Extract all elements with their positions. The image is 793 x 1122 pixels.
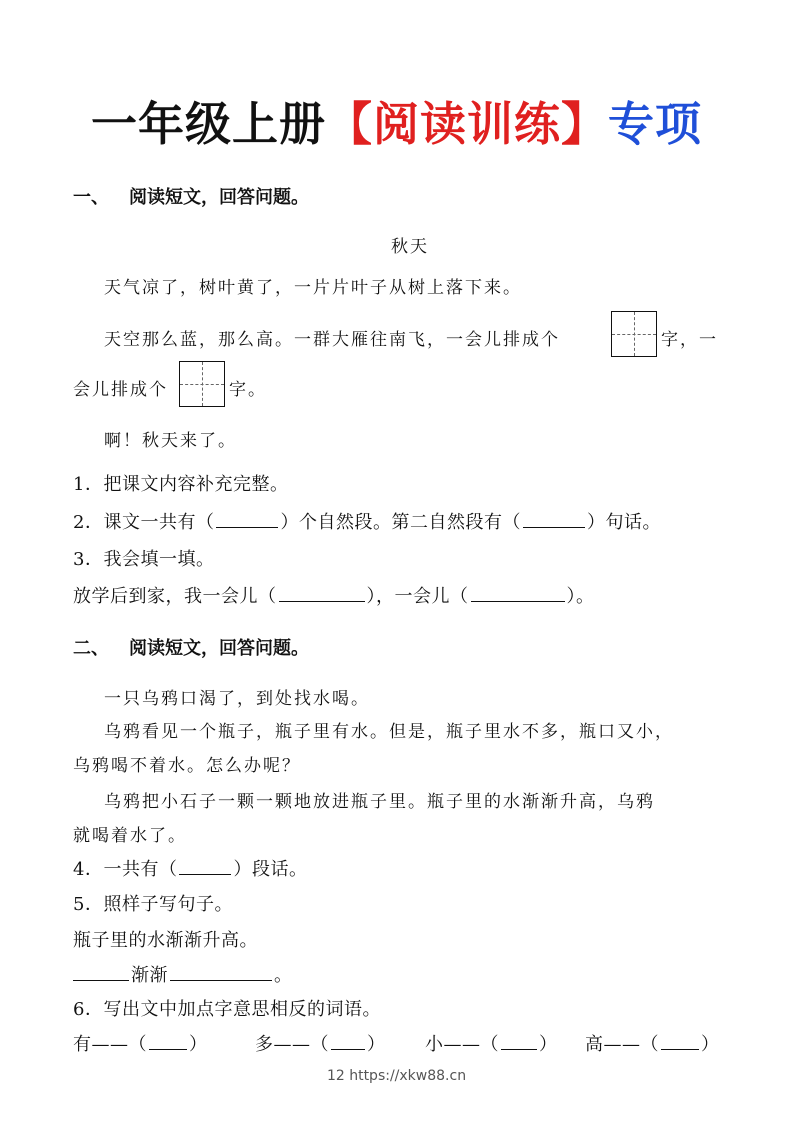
question-5-end: 。: [274, 965, 293, 986]
question-3: 3．我会填一填。: [73, 549, 215, 570]
question-6: 6．写出文中加点字意思相反的词语。: [73, 999, 381, 1020]
title-topic: 【阅读训练】: [326, 97, 608, 151]
page-footer: 12 https://xkw88.cn: [326, 1068, 467, 1084]
question-3-line-part-c: ）。: [566, 586, 595, 607]
title-grade: 一年级上册: [91, 97, 326, 151]
antonym-close: ）: [189, 1034, 208, 1055]
answer-blank-antonym-4[interactable]: [661, 1033, 699, 1050]
question-4-part-b: ）段话。: [233, 859, 308, 880]
story1-paragraph2-line2b: 字。: [229, 380, 267, 400]
antonym-word: 高——（: [585, 1034, 659, 1055]
story2-paragraph3-line1: 乌鸦把小石子一颗一颗地放进瓶子里。瓶子里的水渐渐升高，乌鸦: [104, 792, 655, 812]
question-3-line-part-a: 放学后到家，我一会儿（: [73, 586, 277, 607]
question-2-part-b: ）个自然段。第二自然段有（: [280, 512, 521, 533]
question-1: 1．把课文内容补充完整。: [73, 474, 289, 495]
answer-blank-paragraph-count[interactable]: [216, 511, 278, 528]
question-5-answer-line: [73, 961, 293, 987]
question-5: 5．照样子写句子。: [73, 894, 233, 915]
antonym-word: 多——（: [255, 1034, 329, 1055]
antonym-item-3: [425, 1030, 558, 1056]
answer-blank-paragraph-total[interactable]: [179, 858, 231, 875]
antonym-item-2: [255, 1030, 386, 1056]
story1-paragraph1: 天气凉了，树叶黄了，一片片叶子从树上落下来。: [104, 278, 522, 298]
antonym-item-4: [585, 1030, 720, 1056]
story1-paragraph2-line2a: 会儿排成个: [73, 380, 168, 400]
story2-paragraph1: 一只乌鸦口渴了，到处找水喝。: [104, 689, 370, 709]
antonym-item-1: [73, 1030, 208, 1056]
section2-instruction: 阅读短文，回答问题。: [129, 638, 309, 659]
answer-blank-activity-2[interactable]: [471, 585, 565, 602]
story2-paragraph2-line1: 乌鸦看见一个瓶子，瓶子里有水。但是，瓶子里水不多，瓶口又小，: [104, 722, 674, 742]
question-2: [73, 508, 661, 534]
section1-instruction: 阅读短文，回答问题。: [129, 187, 309, 208]
question-2-part-c: ）句话。: [586, 512, 661, 533]
title-special: 专项: [608, 97, 702, 151]
answer-blank-activity-1[interactable]: [279, 585, 365, 602]
antonym-close: ）: [367, 1034, 386, 1055]
answer-blank-sentence-count[interactable]: [523, 511, 585, 528]
story1-paragraph3: 啊！秋天来了。: [104, 431, 237, 451]
answer-blank-antonym-3[interactable]: [501, 1033, 537, 1050]
question-4-part-a: 4．一共有（: [73, 859, 178, 880]
story1-title: 秋天: [391, 237, 429, 257]
section2-number: 二、: [73, 638, 109, 659]
section1-heading: [73, 183, 309, 209]
section1-number: 一、: [73, 187, 109, 208]
antonym-close: ）: [539, 1034, 558, 1055]
question-3-line: [73, 582, 595, 608]
page-title: [0, 88, 793, 154]
story1-paragraph2-line1a: 天空那么蓝，那么高。一群大雁往南飞，一会儿排成个: [104, 330, 560, 350]
question-5-example: 瓶子里的水渐渐升高。: [73, 930, 258, 951]
antonym-close: ）: [701, 1034, 720, 1055]
antonym-word: 有——（: [73, 1034, 147, 1055]
writing-grid-box-2[interactable]: [179, 361, 225, 407]
question-3-line-part-b: ），一会儿（: [366, 586, 469, 607]
answer-blank-antonym-2[interactable]: [331, 1033, 365, 1050]
section2-heading: [73, 634, 309, 660]
question-4: [73, 855, 307, 881]
answer-blank-predicate[interactable]: [170, 964, 272, 981]
answer-blank-subject[interactable]: [73, 964, 129, 981]
antonym-word: 小——（: [425, 1034, 499, 1055]
question-2-part-a: 2．课文一共有（: [73, 512, 215, 533]
story2-paragraph2-line2: 乌鸦喝不着水。怎么办呢？: [73, 756, 301, 776]
story1-paragraph2-line1b: 字，一: [661, 330, 718, 350]
story2-paragraph3-line2: 就喝着水了。: [73, 826, 187, 846]
question-5-mid-word: 渐渐: [131, 965, 168, 986]
answer-blank-antonym-1[interactable]: [149, 1033, 187, 1050]
writing-grid-box-1[interactable]: [611, 311, 657, 357]
